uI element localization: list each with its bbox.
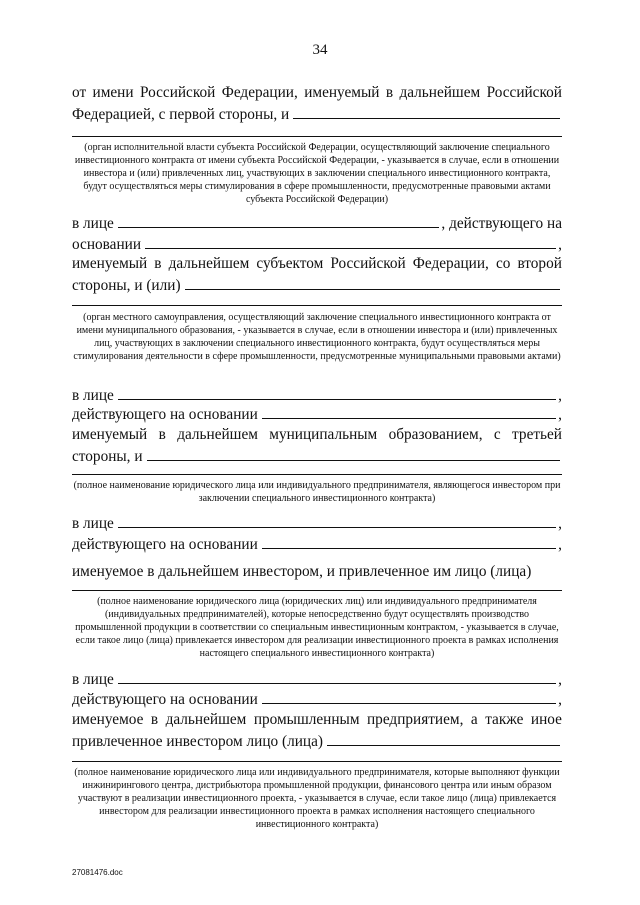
word: в [154,255,162,272]
comma: , [558,691,562,708]
party1-line2 [72,105,562,124]
word: дальнейшем [165,711,247,728]
acting-label: действующего на основании [72,691,258,708]
comma: , [558,671,562,688]
comma: , [558,406,562,423]
other-person-name-line[interactable] [72,761,562,762]
word: субъектом [256,255,324,272]
word: именуемый [72,426,148,443]
attracted-person-note: (полное наименование юридического лица (юридических лиц) или индивидуального предпринимателя (индивидуальных предпринимателей), которые непосредственно будут осуществлять производство промышленной продукции в соответствии со специальным инвестиционным контрактом, - указывается в случае, если такое лицо (лица) привлекается инвестором для реализации инвестиционного проекта в рамках исполнения настоящего специального инвестиционного контракта) [75,596,559,659]
basis-blank[interactable] [262,405,556,419]
word: образованием, [388,426,483,443]
comma: , [558,536,562,553]
in-face-label: в лице [72,671,114,688]
party2-representative-line [72,214,562,233]
representative-blank[interactable] [118,386,556,400]
party1-blank[interactable] [293,105,560,119]
party1-text: Федерацией, с первой стороны, и [72,106,290,123]
word: Российской [330,255,406,272]
word: в [158,426,166,443]
word: с [493,426,501,443]
word: также [485,711,524,728]
other-person-line [72,732,562,751]
party2-note: (орган местного самоуправления, осуществляющий заключение специального инвестиционного контракта от имени муниципального образования, - указывается в случае, если в отношении инвестора и (или) привлеченных лиц, участвующих в заключении специального инвестиционного контракта, будут осуществляться меры стимулирования деятельности в сфере промышленности, предусмотренные муниципальными правовыми актами) [73,312,561,362]
word: имени [92,84,134,101]
representative-blank[interactable] [118,514,556,528]
word: дальнейшем [399,84,481,101]
basis-blank[interactable] [145,235,556,249]
enterprise-representative-line [72,670,562,689]
word: второй [517,255,562,272]
representative-blank[interactable] [118,670,556,684]
party2-side-line [72,276,562,295]
word: Федерации, [221,84,298,101]
party2-name-line[interactable] [72,305,562,306]
basis-blank[interactable] [262,690,556,704]
word: от [72,84,87,101]
in-face-label: в лице [72,215,114,232]
party1-note: (орган исполнительной власти субъекта Российской Федерации, осуществляющий заключение специального инвестиционного контракта от имени субъекта Российской Федерации, - указывается в случае, если в отношении инвестора и (или) привлеченных лиц, участвующих в заключении специального инвестиционного контракта, будут осуществляться меры стимулирования в сфере промышленности, предусмотренные правовыми актами субъекта Российской Федерации) [74,142,560,205]
party2-blank[interactable] [185,276,560,290]
file-name-footer: 27081476.doc [72,868,123,877]
word: в [385,84,394,101]
other-person-text: привлеченное инвестором лицо (лица) [72,733,323,750]
basis-blank[interactable] [262,535,556,549]
word: именуемое [72,711,144,728]
word: промышленным [253,711,360,728]
word: со [495,255,511,272]
word: а [470,711,478,728]
comma: , [558,515,562,532]
party3-side-line [72,447,562,466]
word: Российской [486,84,562,101]
word: именуемый [304,84,380,101]
other-person-blank[interactable] [327,732,560,746]
word: Федерации, [412,255,489,272]
party3-blank[interactable] [147,447,560,461]
word: именуемый [72,255,148,272]
word: дальнейшем [177,426,258,443]
in-face-label: в лице [72,387,114,404]
attracted-person-name-line[interactable] [72,590,562,591]
word: муниципальным [269,426,378,443]
word: в [150,711,159,728]
investor-basis-line [72,535,562,554]
word: Российской [139,84,216,101]
side-text: стороны, и (или) [72,277,181,294]
party2-named-line [72,255,562,273]
investor-named-line [72,563,562,581]
basis-label: основании [72,236,142,253]
word: третьей [512,426,562,443]
representative-blank[interactable] [118,214,440,228]
comma: , [558,387,562,404]
investor-named-text: именуемое в дальнейшем инвестором, и привлеченное им лицо (лица) [72,563,532,580]
acting-label: действующего на основании [72,536,258,553]
enterprise-named-line [72,711,562,729]
party2-basis-line [72,235,562,254]
in-face-label: в лице [72,515,114,532]
party3-named-line [72,426,562,444]
acting-label: , действующего на [441,215,562,232]
word: иное [530,711,562,728]
party1-line1 [72,84,562,102]
page-number: 34 [312,42,328,58]
enterprise-basis-line [72,690,562,709]
party3-representative-line [72,386,562,405]
acting-label: действующего на основании [72,406,258,423]
party3-note: (полное наименование юридического лица или индивидуального предпринимателя, являющегося инвестором при заключении специального инвестиционного контракта) [73,480,561,504]
other-person-note: (полное наименование юридического лица или индивидуального предпринимателя, которые выполняют функции инжинирингового центра, дистрибьютора промышленной продукции, финансового центра или иным образом участвуют в реализации инвестиционного проекта, - указывается в случае, если такое лицо (лица) привлекается инвестором для реализации инвестиционного проекта в рамках исполнения настоящего специального инвестиционного контракта) [74,767,560,830]
comma: , [558,236,562,253]
word: дальнейшем [168,255,250,272]
word: предприятием, [366,711,464,728]
investor-representative-line [72,514,562,533]
party1-name-line[interactable] [72,136,562,137]
side-text: стороны, и [72,448,143,465]
party3-basis-line [72,405,562,424]
party3-name-line[interactable] [72,474,562,475]
